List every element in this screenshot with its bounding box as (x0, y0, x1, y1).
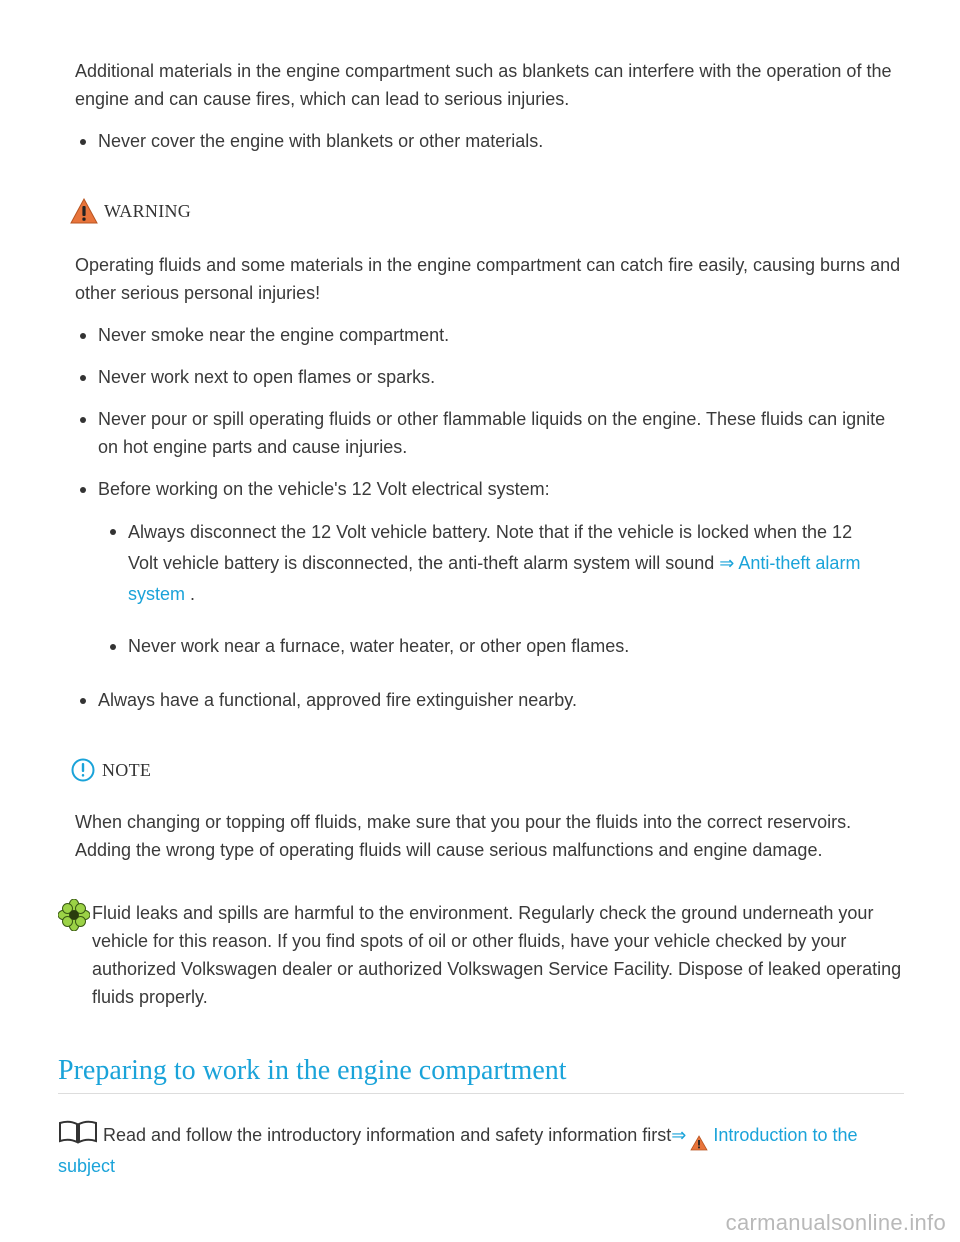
warning-paragraph: Operating fluids and some materials in the engine compartment can catch fire easily, causing burns and other serious personal injuries! (75, 255, 901, 303)
intro-paragraph: Additional materials in the engine compartment such as blankets can interfere with the operation of the engine and can cause fires, which can lead to serious injuries. (75, 61, 892, 109)
bullet-text: Before working on the vehicle's 12 Volt electrical system: (98, 479, 550, 499)
note-label: NOTE (102, 759, 152, 780)
warning-block (75, 251, 905, 714)
note-paragraph: When changing or topping off fluids, make sure that you pour the fluids into the correct reservoirs. Adding the wrong type of operating fluids will cause serious malfunctions and engine damage. (75, 812, 852, 860)
list-item: Never pour or spill operating fluids or other flammable liquids on the engine. These fluids can ignite on hot engine parts and cause injuries. (75, 405, 905, 461)
list-item: Never cover the engine with blankets or other materials. (75, 127, 905, 155)
warning-heading (70, 198, 191, 224)
warning-triangle-icon (690, 1130, 708, 1146)
list-item (75, 475, 905, 660)
intro-list (75, 127, 905, 155)
book-icon (58, 1120, 98, 1144)
section-intro (58, 1120, 904, 1182)
list-item: Always have a functional, approved fire extinguisher nearby. (75, 686, 905, 714)
watermark: carmanualsonline.info (725, 1210, 946, 1235)
sub-bullet-end: . (185, 584, 196, 604)
note-block (75, 808, 905, 864)
anti-theft-link[interactable]: ⇒ Anti-theft alarm system (128, 553, 861, 604)
environment-paragraph: Fluid leaks and spills are harmful to the environment. Regularly check the ground underneath your vehicle for this reason. If you find spots of oil or other fluids, have your vehicle checked by your authorized Volkswagen dealer or authorized Volkswagen Service Facility. Dispose of leaked operating fluids properly. (92, 903, 902, 1007)
list-item: Never work next to open flames or sparks. (75, 363, 905, 391)
environment-flower-icon (58, 899, 90, 931)
section-intro-text: Read and follow the introductory information and safety information first (98, 1125, 672, 1145)
warning-triangle-icon (70, 198, 98, 224)
list-item (105, 517, 865, 610)
list-item: Never work near a furnace, water heater, or other open flames. (105, 632, 865, 660)
note-heading (71, 758, 151, 782)
sub-bullet-text: Always disconnect the 12 Volt vehicle battery. Note that if the vehicle is locked when the 12 Volt vehicle battery is disconnected, the anti-theft alarm system will sound (128, 522, 853, 573)
section-title: Preparing to work in the engine compartment (58, 1055, 904, 1094)
warning-label: WARNING (104, 200, 192, 221)
exclamation-circle-icon (71, 758, 95, 782)
intro-arrow[interactable]: ⇒ (671, 1125, 687, 1145)
introduction-link[interactable]: Introduction to the subject (58, 1125, 858, 1176)
warning-list (75, 321, 905, 714)
sub-list (105, 517, 865, 660)
environment-block (58, 899, 903, 1011)
list-item: Never smoke near the engine compartment. (75, 321, 905, 349)
intro-block (75, 57, 905, 155)
